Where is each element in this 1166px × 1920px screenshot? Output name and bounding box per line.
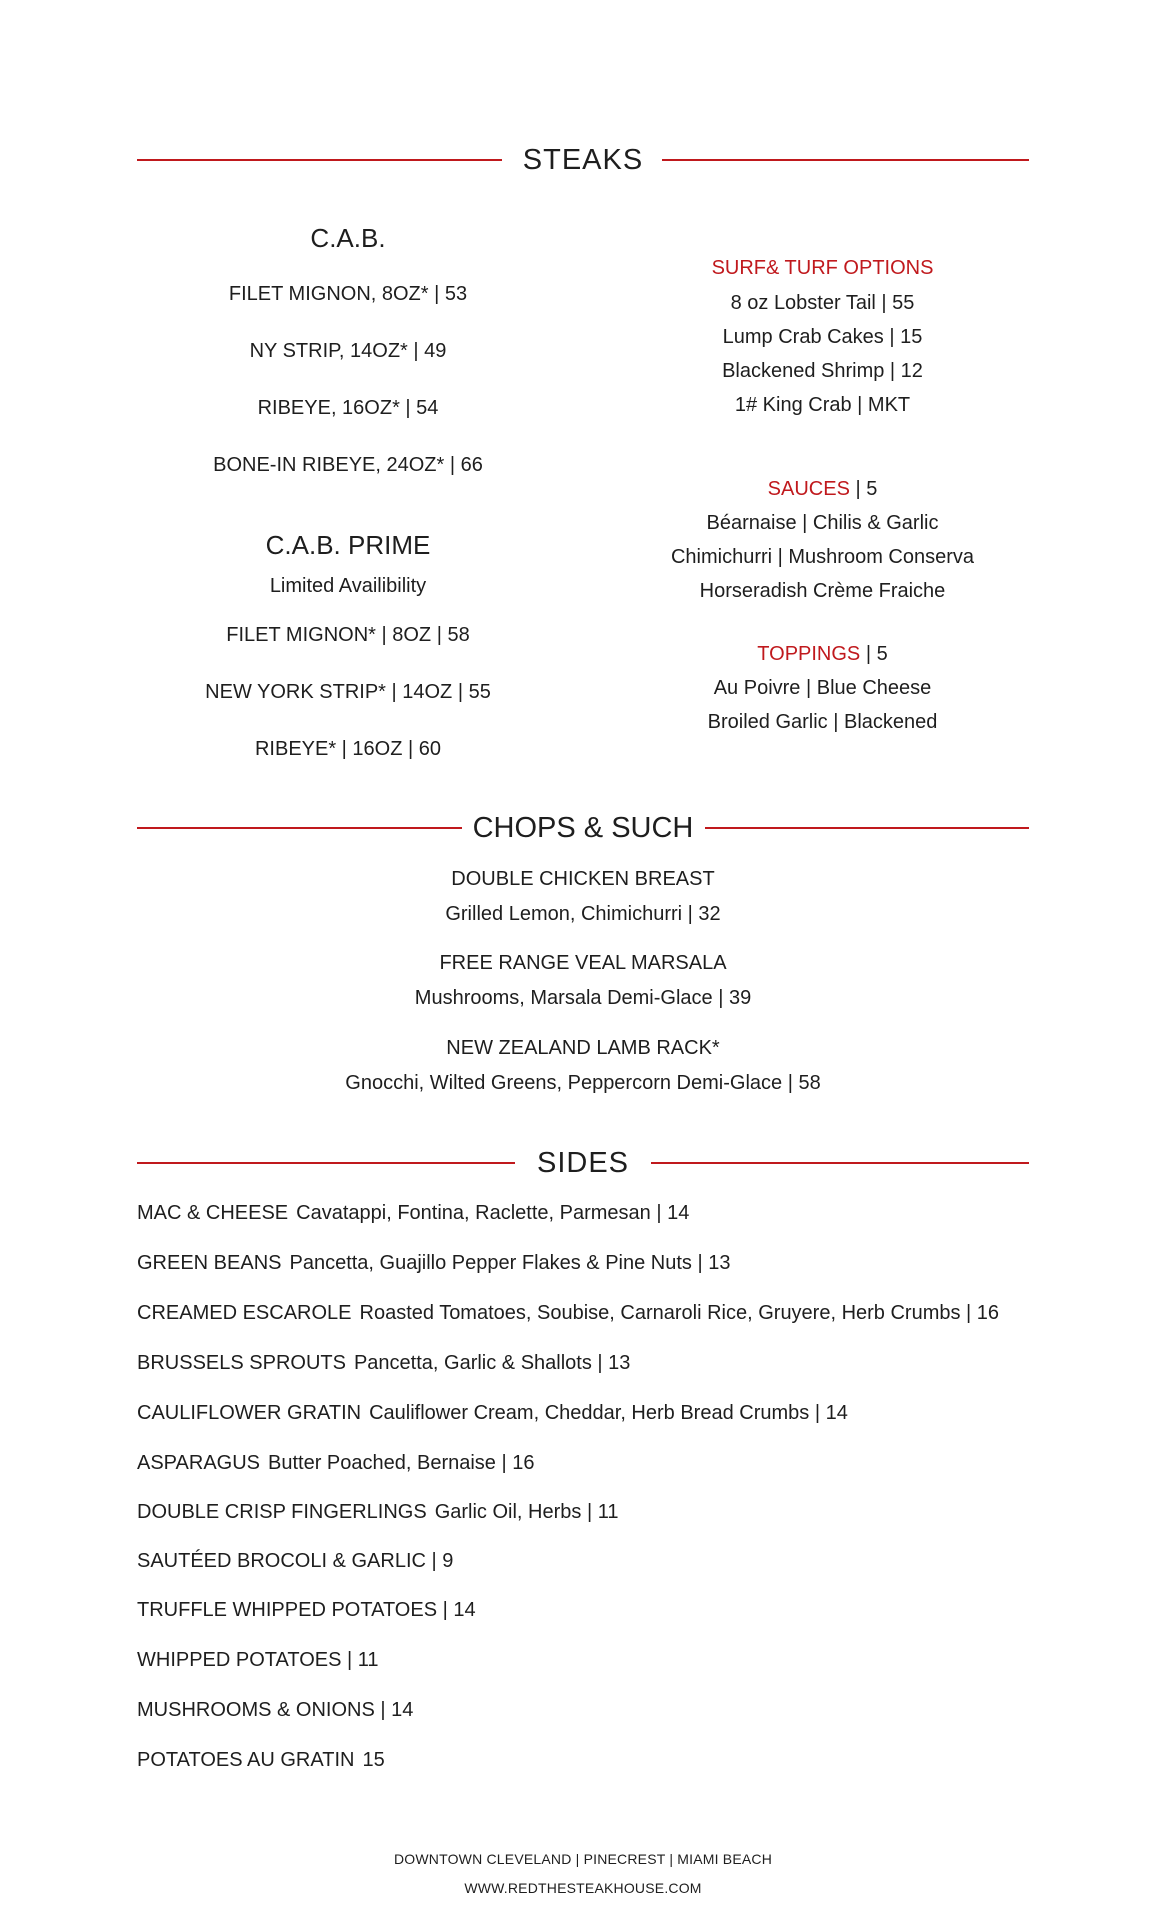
side-name: GREEN BEANS bbox=[137, 1252, 282, 1274]
menu-item: FILET MIGNON* | 8OZ | 58 bbox=[226, 624, 470, 646]
side-desc: Butter Poached, Bernaise | 16 bbox=[268, 1452, 535, 1474]
option-item: Chimichurri | Mushroom Conserva bbox=[670, 546, 975, 568]
toppings-title: TOPPINGS bbox=[757, 643, 861, 665]
menu-item: RIBEYE* | 16OZ | 60 bbox=[254, 738, 442, 760]
side-item bbox=[137, 1350, 1037, 1376]
menu-item: NEW YORK STRIP* | 14OZ | 55 bbox=[205, 681, 491, 703]
side-name: TRUFFLE WHIPPED POTATOES | 14 bbox=[137, 1599, 476, 1621]
chop-item-desc: Mushrooms, Marsala Demi-Glace | 39 bbox=[414, 987, 752, 1009]
chop-item-name: NEW ZEALAND LAMB RACK* bbox=[446, 1037, 720, 1059]
surf-turf-heading: SURF& TURF OPTIONS bbox=[711, 257, 934, 279]
option-item: Béarnaise | Chilis & Garlic bbox=[706, 512, 939, 534]
menu-item: NY STRIP, 14OZ* | 49 bbox=[249, 340, 447, 362]
option-item: Broiled Garlic | Blackened bbox=[707, 711, 938, 733]
side-desc: Garlic Oil, Herbs | 11 bbox=[434, 1501, 619, 1523]
side-item bbox=[137, 1647, 1037, 1673]
side-item bbox=[137, 1697, 1037, 1723]
cab-prime-heading: C.A.B. PRIME bbox=[265, 530, 431, 560]
chop-item-desc: Gnocchi, Wilted Greens, Peppercorn Demi-Glace | 58 bbox=[345, 1072, 821, 1094]
side-desc: Roasted Tomatoes, Soubise, Carnaroli Rice, Gruyere, Herb Crumbs | 16 bbox=[359, 1302, 1000, 1324]
cab-prime-subtitle: Limited Availibility bbox=[269, 575, 427, 597]
side-item bbox=[137, 1747, 1037, 1773]
footer-website[interactable]: WWW.REDTHESTEAKHOUSE.COM bbox=[464, 1880, 702, 1896]
option-item: Horseradish Crème Fraiche bbox=[699, 580, 946, 602]
side-name: CAULIFLOWER GRATIN bbox=[137, 1402, 362, 1424]
side-name: SAUTÉED BROCOLI & GARLIC | 9 bbox=[137, 1550, 454, 1572]
sauces-price: | 5 bbox=[849, 478, 878, 500]
side-item bbox=[137, 1597, 1037, 1623]
section-title-sides: SIDES bbox=[536, 1147, 630, 1179]
option-item: Au Poivre | Blue Cheese bbox=[713, 677, 932, 699]
side-name: MAC & CHEESE bbox=[137, 1202, 289, 1224]
menu-item: RIBEYE, 16OZ* | 54 bbox=[257, 397, 439, 419]
chop-item-name: FREE RANGE VEAL MARSALA bbox=[439, 952, 727, 974]
option-item: Blackened Shrimp | 12 bbox=[722, 360, 923, 382]
chops-list bbox=[137, 0, 1029, 1100]
side-name: MUSHROOMS & ONIONS | 14 bbox=[137, 1699, 414, 1721]
side-item bbox=[137, 1200, 1037, 1226]
side-desc: 15 bbox=[362, 1749, 385, 1771]
chop-item-desc: Grilled Lemon, Chimichurri | 32 bbox=[445, 903, 721, 925]
right-divider-rule bbox=[651, 1162, 1029, 1164]
option-item: 1# King Crab | MKT bbox=[734, 394, 911, 416]
side-item bbox=[137, 1300, 1037, 1326]
option-item: Lump Crab Cakes | 15 bbox=[722, 326, 923, 348]
side-name: ASPARAGUS bbox=[137, 1452, 260, 1474]
side-item bbox=[137, 1548, 1037, 1574]
side-name: CREAMED ESCAROLE bbox=[137, 1302, 352, 1324]
side-name: BRUSSELS SPROUTS bbox=[137, 1352, 346, 1374]
side-desc: Pancetta, Guajillo Pepper Flakes & Pine Nuts | 13 bbox=[289, 1252, 731, 1274]
menu-item: BONE-IN RIBEYE, 24OZ* | 66 bbox=[213, 454, 483, 476]
side-name: POTATOES AU GRATIN bbox=[137, 1749, 355, 1771]
section-title-steaks: STEAKS bbox=[522, 144, 644, 176]
side-item bbox=[137, 1250, 1037, 1276]
cab-heading: C.A.B. bbox=[310, 223, 386, 253]
chop-item-name: DOUBLE CHICKEN BREAST bbox=[451, 868, 715, 890]
section-title-chops: CHOPS & SUCH bbox=[472, 812, 694, 844]
side-item bbox=[137, 1400, 1037, 1426]
footer-locations: DOWNTOWN CLEVELAND | PINECREST | MIAMI BEACH bbox=[393, 1851, 773, 1867]
side-desc: Pancetta, Garlic & Shallots | 13 bbox=[353, 1352, 631, 1374]
toppings-price: | 5 bbox=[860, 643, 888, 665]
side-item bbox=[137, 1450, 1037, 1476]
sauces-title: SAUCES bbox=[767, 478, 850, 500]
side-name: WHIPPED POTATOES | 11 bbox=[137, 1649, 379, 1671]
side-name: DOUBLE CRISP FINGERLINGS bbox=[137, 1501, 427, 1523]
option-item: 8 oz Lobster Tail | 55 bbox=[730, 292, 915, 314]
side-item bbox=[137, 1499, 1037, 1525]
side-desc: Cavatappi, Fontina, Raclette, Parmesan | 14 bbox=[296, 1202, 690, 1224]
sides-section-header bbox=[137, 1143, 1029, 1183]
side-desc: Cauliflower Cream, Cheddar, Herb Bread Crumbs | 14 bbox=[369, 1402, 848, 1424]
menu-item: FILET MIGNON, 8OZ* | 53 bbox=[228, 283, 468, 305]
